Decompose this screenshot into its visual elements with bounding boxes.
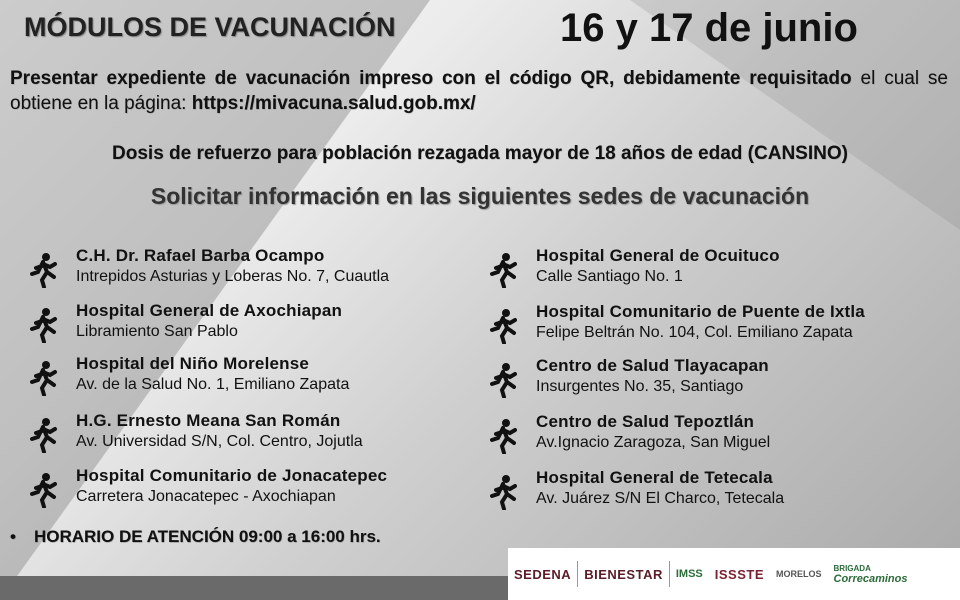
- site-address: Carretera Jonacatepec - Axochiapan: [76, 488, 336, 505]
- site-address: Av. de la Salud No. 1, Emiliano Zapata: [76, 376, 350, 393]
- correcaminos-label: Correcaminos: [833, 572, 908, 585]
- morelos-logo: MORELOS: [776, 569, 822, 579]
- brigada-label: BRIGADA: [833, 563, 871, 573]
- site-name: Centro de Salud Tlayacapan: [536, 356, 769, 375]
- footer: [0, 548, 960, 600]
- site-name: C.H. Dr. Rafael Barba Ocampo: [76, 246, 325, 265]
- issste-logo: ISSSTE: [714, 566, 764, 582]
- site-address: Libramiento San Pablo: [76, 323, 238, 340]
- site-address: Intrepidos Asturias y Loberas No. 7, Cuautla: [76, 268, 390, 285]
- booster-notice: Dosis de refuerzo para población rezagada mayor de 18 años de edad (CANSINO): [112, 143, 848, 164]
- site-address: Felipe Beltrán No. 104, Col. Emiliano Zapata: [536, 324, 853, 341]
- site-address: Calle Santiago No. 1: [536, 268, 683, 285]
- footer-bar: [0, 576, 520, 600]
- opening-hours: [10, 527, 381, 547]
- running-person-icon: [28, 472, 58, 508]
- running-person-icon: [488, 308, 518, 344]
- running-person-icon: [28, 307, 58, 343]
- footer-logos: [508, 548, 960, 600]
- bienestar-logo: BIENESTAR: [584, 566, 663, 582]
- event-date: 16 y 17 de junio: [560, 6, 858, 50]
- sites-subtitle: Solicitar información en las siguientes sedes de vacunación: [150, 183, 810, 209]
- site-name: Hospital General de Ocuituco: [536, 246, 780, 265]
- page-title: MÓDULOS DE VACUNACIÓN: [24, 12, 396, 42]
- running-person-icon: [488, 474, 518, 510]
- site-name: Hospital General de Axochiapan: [76, 301, 343, 320]
- running-person-icon: [488, 362, 518, 398]
- intro-normal-text: el cual se obtiene en la página:: [10, 68, 948, 114]
- site-name: Hospital del Niño Morelense: [76, 354, 310, 373]
- imss-logo: IMSS: [675, 568, 703, 580]
- intro-paragraph: [10, 66, 948, 116]
- site-name: Hospital General de Tetecala: [536, 468, 773, 487]
- site-name: H.G. Ernesto Meana San Román: [76, 411, 341, 430]
- site-address: Insurgentes No. 35, Santiago: [536, 378, 744, 395]
- running-person-icon: [488, 418, 518, 454]
- site-address: Av. Universidad S/N, Col. Centro, Jojutla: [76, 433, 363, 450]
- site-name: Hospital Comunitario de Puente de Ixtla: [536, 302, 865, 321]
- sedena-logo: SEDENA: [514, 566, 572, 582]
- running-person-icon: [488, 252, 518, 288]
- vaccine-url[interactable]: https://mivacuna.salud.gob.mx/: [191, 93, 476, 114]
- running-person-icon: [28, 417, 58, 453]
- running-person-icon: [28, 252, 58, 288]
- site-name: Hospital Comunitario de Jonacatepec: [76, 466, 388, 485]
- hours-bullet: •: [10, 527, 16, 546]
- site-name: Centro de Salud Tepoztlán: [536, 412, 755, 431]
- hours-text: HORARIO DE ATENCIÓN 09:00 a 16:00 hrs.: [33, 527, 381, 546]
- site-address: Av.Ignacio Zaragoza, San Miguel: [536, 434, 771, 451]
- site-address: Av. Juárez S/N El Charco, Tetecala: [536, 490, 785, 507]
- intro-bold-text: Presentar expediente de vacunación impreso con el código QR, debidamente requisitado: [10, 68, 852, 89]
- brigada-logo: [828, 564, 914, 585]
- running-person-icon: [28, 360, 58, 396]
